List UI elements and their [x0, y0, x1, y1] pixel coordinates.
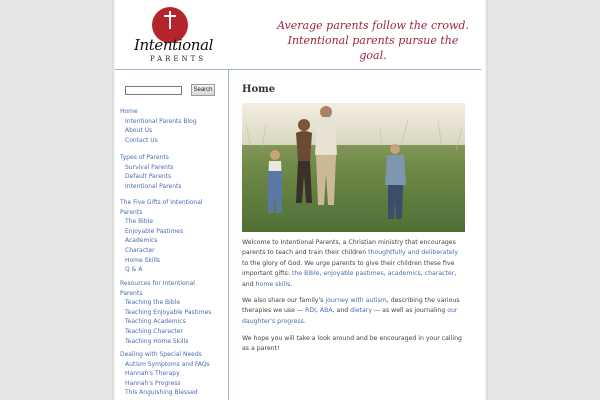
- link-journey-with-autism[interactable]: journey with autism: [325, 297, 387, 304]
- text-span: to the glory of God. We urge parents to give their children these five important gifts:: [242, 259, 455, 278]
- nav-main: [120, 107, 197, 145]
- nav-q-and-a[interactable]: Q & A: [125, 266, 143, 274]
- nav-about-us[interactable]: About Us: [125, 127, 153, 135]
- nav-resources-heading[interactable]: Resources for Intentional: [120, 280, 195, 287]
- sidebar-divider: [228, 70, 229, 400]
- logo-brand-text: Intentional: [134, 36, 214, 54]
- text-span: ,: [319, 270, 324, 278]
- link-the-bible[interactable]: the Bible: [291, 270, 320, 278]
- family-photo: [242, 103, 465, 232]
- search-input[interactable]: [125, 86, 182, 95]
- nav-teaching-character[interactable]: Teaching Character: [125, 327, 183, 335]
- text-span: .: [303, 317, 306, 325]
- nav-hannahs-progress[interactable]: Hannah's Progress: [125, 379, 181, 387]
- nav-gifts-heading[interactable]: The Five Gifts of Intentional: [120, 199, 203, 206]
- nav-default-parents[interactable]: Default Parents: [125, 173, 172, 181]
- nav-resources: [120, 279, 211, 346]
- text-span: , and: [332, 307, 351, 315]
- text-span: ,: [420, 270, 425, 278]
- nav-types-heading[interactable]: Types of Parents: [120, 154, 169, 161]
- nav-teaching-home-skills[interactable]: Teaching Home Skills: [125, 337, 189, 345]
- nav-resources-heading-cont[interactable]: Parents: [120, 289, 143, 297]
- nav-academics[interactable]: Academics: [125, 237, 158, 245]
- nav-home[interactable]: Home: [120, 108, 138, 115]
- link-rdi[interactable]: RDI: [305, 307, 316, 315]
- link-dietary[interactable]: dietary: [350, 307, 373, 315]
- nav-enjoyable-pastimes[interactable]: Enjoyable Pastimes: [125, 227, 184, 235]
- tagline-line-2: Intentional parents pursue the goal.: [287, 34, 459, 62]
- nav-autism-faqs[interactable]: Autism Symptoms and FAQs: [125, 360, 210, 368]
- nav-the-bible[interactable]: The Bible: [125, 218, 154, 226]
- nav-intentional-parents[interactable]: Intentional Parents: [125, 182, 182, 190]
- nav-teaching-pastimes[interactable]: Teaching Enjoyable Pastimes: [125, 308, 212, 316]
- link-enjoyable-pastimes[interactable]: enjoyable pastimes: [323, 270, 384, 278]
- closing-paragraph: We hope you will take a look around and be encouraged in your calling as a parent!: [242, 335, 462, 353]
- link-aba[interactable]: ABA: [319, 307, 333, 315]
- text-span: — as well as journaling: [372, 307, 448, 315]
- link-character[interactable]: character: [424, 270, 455, 278]
- page-shadow-right: [485, 0, 488, 400]
- nav-teaching-bible[interactable]: Teaching the Bible: [125, 299, 181, 307]
- main-content: [242, 84, 466, 353]
- logo-sub-text: PARENTS: [150, 55, 207, 63]
- text-span: .: [290, 280, 293, 288]
- nav-gifts: [120, 198, 203, 275]
- nav-blog[interactable]: Intentional Parents Blog: [125, 117, 197, 125]
- site-logo[interactable]: [130, 5, 215, 65]
- header: [115, 0, 485, 70]
- cross-icon: [164, 11, 176, 29]
- nav-special-needs-heading[interactable]: Dealing with Special Needs: [120, 351, 202, 358]
- link-home-skills[interactable]: home skills: [255, 280, 291, 288]
- nav-types: [120, 153, 182, 191]
- nav-character[interactable]: Character: [125, 246, 155, 254]
- nav-home-skills[interactable]: Home Skills: [125, 256, 161, 264]
- text-span: ,: [315, 307, 320, 315]
- text-span: We also share our family's: [242, 297, 326, 304]
- link-daughters-progress[interactable]: our daughter's progress: [242, 307, 458, 325]
- header-divider: [115, 69, 481, 70]
- tagline-line-1: Average parents follow the crowd.: [277, 19, 469, 32]
- nav-gifts-heading-cont[interactable]: Parents: [120, 208, 143, 216]
- nav-teaching-academics[interactable]: Teaching Academics: [125, 318, 186, 326]
- text-span: , describing the various therapies we use —: [242, 297, 460, 315]
- text-span: , and: [242, 270, 457, 288]
- autism-paragraph: [242, 296, 466, 327]
- nav-contact-us[interactable]: Contact Us: [125, 136, 158, 144]
- tagline: [273, 18, 473, 63]
- intro-paragraph: [242, 238, 466, 290]
- link-academics[interactable]: academics: [387, 270, 421, 278]
- nav-anguishing-blessed[interactable]: This Anguishing Blessed: [125, 389, 198, 397]
- nav-hannahs-therapy[interactable]: Hannah's Therapy: [125, 370, 180, 378]
- nav-survival-parents[interactable]: Survival Parents: [125, 163, 174, 171]
- link-thoughtfully[interactable]: thoughtfully and deliberately: [368, 249, 459, 257]
- search-button[interactable]: Search: [191, 84, 215, 96]
- text-span: Welcome to Intentional Parents, a Christian ministry that encourages parents to teach and train their children: [242, 239, 456, 257]
- text-span: ,: [383, 270, 388, 278]
- page: [115, 0, 485, 400]
- page-title: Home: [242, 84, 276, 95]
- nav-special-needs: [120, 350, 210, 398]
